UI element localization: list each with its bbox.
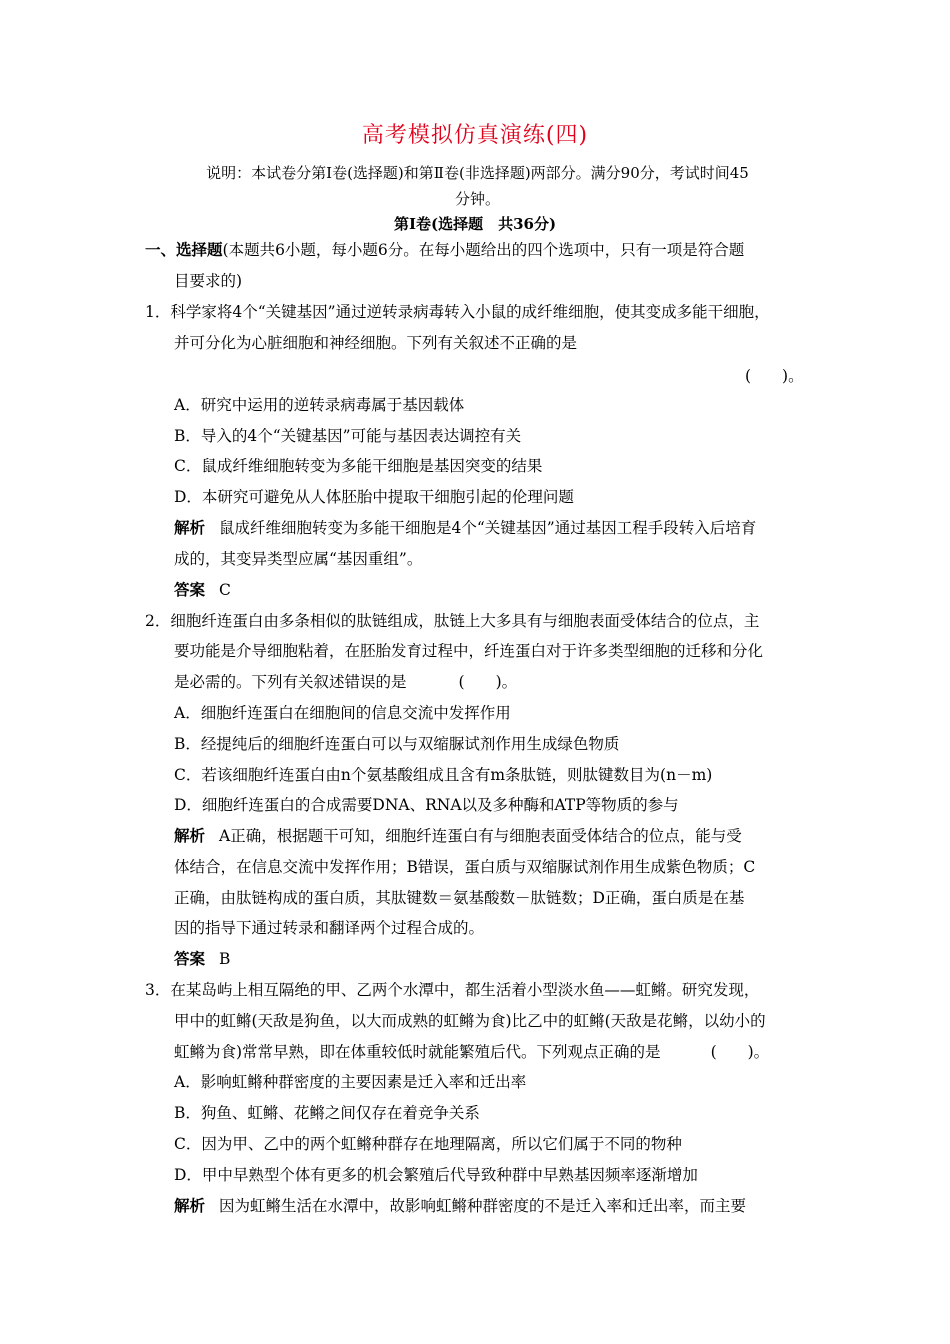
q3-stem-1: 3．在某岛屿上相互隔绝的甲、乙两个水潭中，都生活着小型淡水鱼——虹鳉。研究发现， (145, 981, 760, 999)
section-heading: 一、选择题(本题共6小题，每小题6分。在每小题给出的四个选项中，只有一项是符合题 (145, 240, 745, 259)
q2-analysis-4: 因的指导下通过转录和翻译两个过程合成的。 (174, 919, 485, 937)
q3-stem-3: 虹鳉为食)常常早熟，即在体重较低时就能繁殖后代。下列观点正确的是 ( )。 (174, 1043, 770, 1061)
q3-option-a: A．影响虹鳉种群密度的主要因素是迁入率和迁出率 (174, 1073, 527, 1091)
note-line-2: 分钟。 (454, 190, 500, 208)
q2-stem-1: 2．细胞纤连蛋白由多条相似的肽链组成，肽链上大多具有与细胞表面受体结合的位点，主 (145, 612, 760, 630)
section-desc-2: 目要求的) (174, 272, 243, 290)
q1-analysis-2: 成的，其变异类型应属“基因重组”。 (174, 550, 423, 568)
q1-answer: 答案 C (174, 580, 231, 599)
q3-stem-2: 甲中的虹鳉(天敌是狗鱼，以大而成熟的虹鳉为食)比乙中的虹鳉(天敌是花鳉，以幼小的 (174, 1012, 766, 1030)
q2-stem-2: 要功能是介导细胞粘着，在胚胎发育过程中，纤连蛋白对于许多类型细胞的迁移和分化 (174, 642, 764, 660)
note-line-1: 说明：本试卷分第Ⅰ卷(选择题)和第Ⅱ卷(非选择题)两部分。满分90分，考试时间45 (206, 164, 749, 182)
q1-option-c: C．鼠成纤维细胞转变为多能干细胞是基因突变的结果 (174, 457, 543, 475)
page-title: 高考模拟仿真演练(四) (361, 123, 589, 148)
q1-option-b: B．导入的4个“关键基因”可能与基因表达调控有关 (174, 427, 522, 445)
q1-stem-1: 1．科学家将4个“关键基因”通过逆转录病毒转入小鼠的成纤维细胞，使其变成多能干细胞， (145, 303, 770, 321)
q1-stem-2: 并可分化为心脏细胞和神经细胞。下列有关叙述不正确的是 (174, 334, 578, 352)
q2-option-c: C．若该细胞纤连蛋白由n个氨基酸组成且含有m条肽链，则肽键数目为(n－m) (174, 766, 713, 784)
q2-analysis-2: 体结合，在信息交流中发挥作用；B错误，蛋白质与双缩脲试剂作用生成紫色物质；C (174, 858, 756, 876)
q2-analysis-1: 解析 A正确，根据题干可知，细胞纤连蛋白有与细胞表面受体结合的位点，能与受 (174, 826, 742, 845)
q2-analysis-3: 正确，由肽链构成的蛋白质，其肽键数＝氨基酸数－肽链数；D正确，蛋白质是在基 (174, 889, 745, 907)
q1-option-a: A．研究中运用的逆转录病毒属于基因载体 (174, 396, 465, 414)
q2-option-b: B．经提纯后的细胞纤连蛋白可以与双缩脲试剂作用生成绿色物质 (174, 735, 620, 753)
q2-stem-3: 是必需的。下列有关叙述错误的是 ( )。 (174, 673, 518, 691)
q1-option-d: D．本研究可避免从人体胚胎中提取干细胞引起的伦理问题 (174, 488, 574, 506)
q2-option-a: A．细胞纤连蛋白在细胞间的信息交流中发挥作用 (174, 704, 511, 722)
q3-option-b: B．狗鱼、虹鳉、花鳉之间仅存在着竞争关系 (174, 1104, 480, 1122)
q3-option-d: D．甲中早熟型个体有更多的机会繁殖后代导致种群中早熟基因频率逐渐增加 (174, 1166, 698, 1184)
exam-note (150, 160, 805, 212)
q1-answer-blank: ( )。 (745, 367, 804, 385)
q1-analysis-1: 解析 鼠成纤维细胞转变为多能干细胞是4个“关键基因”通过基因工程手段转入后培育 (174, 518, 757, 537)
q2-answer: 答案 B (174, 949, 231, 968)
part-heading: 第Ⅰ卷(选择题 共36分) (393, 215, 557, 233)
q3-analysis-1: 解析 因为虹鳉生活在水潭中，故影响虹鳉种群密度的不是迁入率和迁出率，而主要 (174, 1196, 747, 1215)
q3-option-c: C．因为甲、乙中的两个虹鳉种群存在地理隔离，所以它们属于不同的物种 (174, 1135, 682, 1153)
q2-option-d: D．细胞纤连蛋白的合成需要DNA、RNA以及多种酶和ATP等物质的参与 (174, 796, 679, 814)
